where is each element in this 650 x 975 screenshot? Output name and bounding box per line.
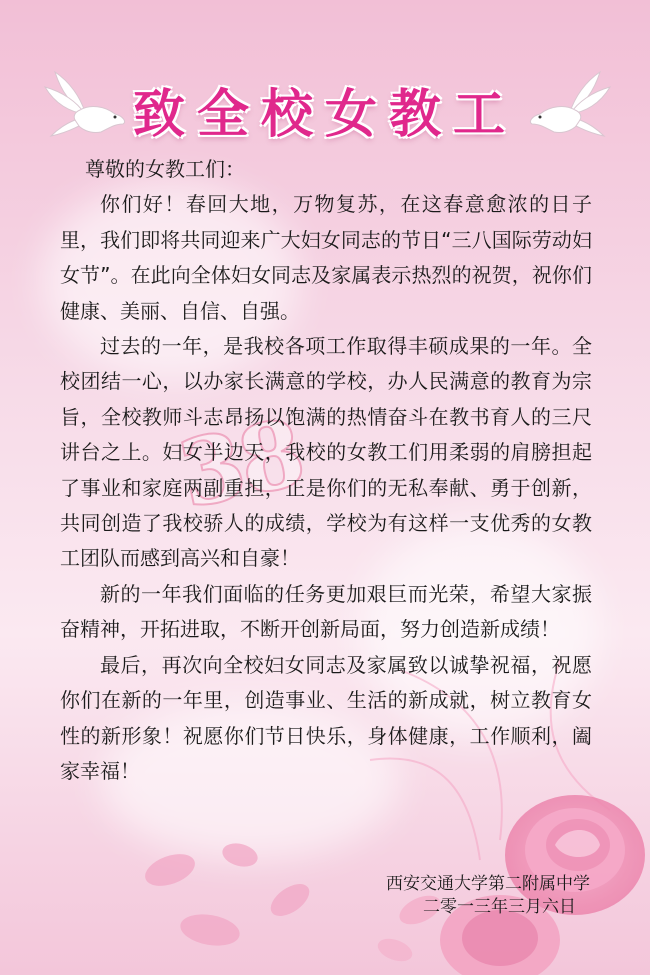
paragraph: 新的一年我们面临的任务更加艰巨而光荣，希望大家振奋精神，开拓进取，不断开创新局面，努力创造新成绩！	[60, 581, 592, 642]
letter-body	[60, 152, 592, 789]
signature-date: 二零一三年三月六日	[423, 897, 576, 917]
petals-decoration	[120, 830, 340, 975]
paragraph: 过去的一年，是我校各项工作取得丰硕成果的一年。全校团结一心，以办家长满意的学校，办人民满意的教育为宗旨，全校教师斗志昂扬以饱满的热情奋斗在教书育人的三尺讲台之上。妇女半边天，我校的女教工们用柔弱的肩膀担起了事业和家庭两副重担，正是你们的无私奉献、勇于创新，共同创造了我校骄人的成绩，学校为有这样一支优秀的女教工团队而感到高兴和自豪！	[60, 334, 592, 571]
signature	[386, 873, 590, 919]
greeting: 尊敬的女教工们：	[85, 157, 245, 181]
page-title: 致全校女教工	[132, 85, 517, 145]
paragraph: 你们好！春回大地，万物复苏，在这春意愈浓的日子里，我们即将共同迎来广大妇女同志的节日“三八国际劳动妇女节”。在此向全体妇女同志及家属表示热烈的祝贺，祝你们健康、美丽、自信、自强。	[60, 192, 592, 323]
paragraph: 最后，再次向全校妇女同志及家属致以诚挚祝福，祝愿你们在新的一年里，创造事业、生活的新成就，树立教育女性的新形象！祝愿你们节日快乐，身体健康，工作顺利，阖家幸福！	[60, 652, 592, 783]
watermark-logo: 38	[170, 398, 310, 530]
signature-school: 西安交通大学第二附属中学	[386, 874, 590, 894]
